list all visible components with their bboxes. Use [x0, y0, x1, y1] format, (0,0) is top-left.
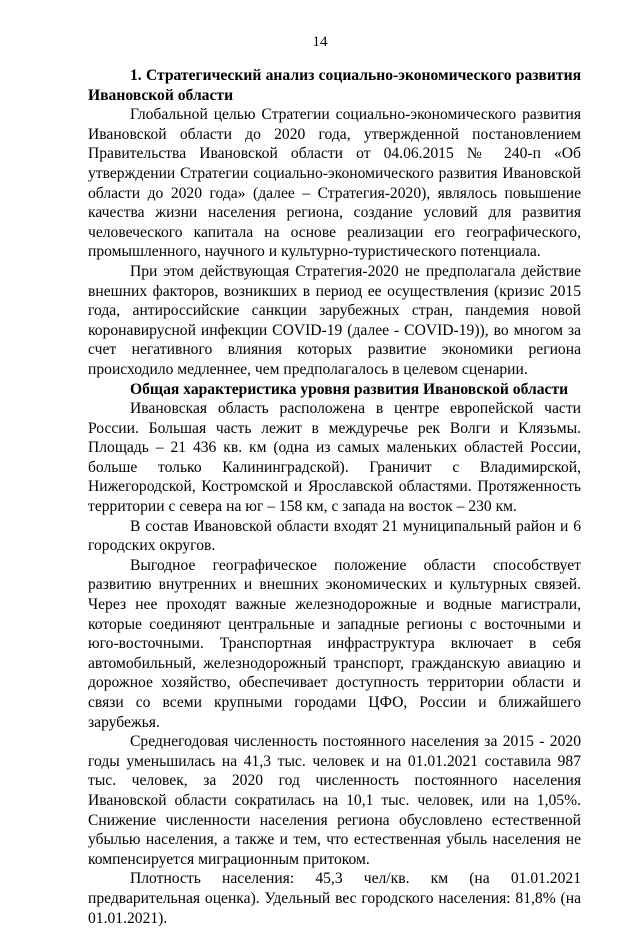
section-paragraph-strategy-goal: Глобальной целью Стратегии социально-экономического развития Ивановской области до 2020 года, утвержденной постановлением Правительства Ивановской области от 04.06.2015 № 240-п «Об утверждении Стратегии социально-экономического развития Ивановской области до 2020 года» (далее – Стратегия-2020), являлось повышение качества жизни населения региона, создание условий для развития человеческого капитала на основе реализации его географического, промышленного, научного и культурно-туристического потенциала. [88, 106, 581, 261]
subsection-paragraph-density: Плотность населения: 45,3 чел/кв. км (на 01.01.2021 предварительная оценка). Удельный вес городского населения: 81,8% (на 01.01.2021). [88, 870, 581, 927]
page-number: 14 [312, 34, 328, 50]
subsection-paragraph-geography: Выгодное географическое положение области способствует развитию внутренних и внешних экономических и культурных связей. Через нее проходят важные железнодорожные и водные магистрали, которые соединяют центральные и западные регионы с восточными и юго-восточными. Транспортная инфраструктура включает в себя автомобильный, железнодорожный транспорт, гражданскую авиацию и дорожное хозяйство, обеспечивает доступность территории области и связи со всеми крупными городами ЦФО, России и ближайшего зарубежья. [88, 556, 581, 731]
section-paragraph-external-factors: При этом действующая Стратегия-2020 не предполагала действие внешних факторов, возникших в период ее осуществления (кризис 2015 года, антироссийские санкции зарубежных стран, пандемия новой коронавирусной инфекции COVID-19 (далее - COVID-19)), во многом за счет негативного влияния которых развитие экономики региона происходило медленнее, чем предполагалось в целевом сценарии. [88, 262, 581, 378]
section-heading: 1. Стратегический анализ социально-экономического развития Ивановской области [88, 67, 581, 104]
page-content [88, 66, 581, 928]
subsection-paragraph-municipalities: В состав Ивановской области входят 21 муниципальный район и 6 городских округов. [88, 517, 581, 555]
subsection-paragraph-population: Среднегодовая численность постоянного населения за 2015 - 2020 годы уменьшилась на 41,3 тыс. человек и на 01.01.2021 составила 987 тыс. человек, за 2020 год численность постоянного населения Ивановской области сократилась на 10,1 тыс. человек, или на 1,05%. Снижение численности населения региона обусловлено естественной убылью населения, а также и тем, что естественная убыль населения не компенсируется миграционным притоком. [88, 733, 581, 868]
subsection-paragraph-location: Ивановская область расположена в центре европейской части России. Большая часть лежит в междуречье рек Волги и Клязьмы. Площадь – 21 436 кв. км (одна из самых маленьких областей России, больше только Калининградской). Граничит с Владимирской, Нижегородской, Костромской и Ярославской областями. Протяженность территории с севера на юг – 158 км, с запада на восток – 230 км. [88, 400, 581, 516]
subsection-heading: Общая характеристика уровня развития Ивановской области [130, 380, 569, 398]
